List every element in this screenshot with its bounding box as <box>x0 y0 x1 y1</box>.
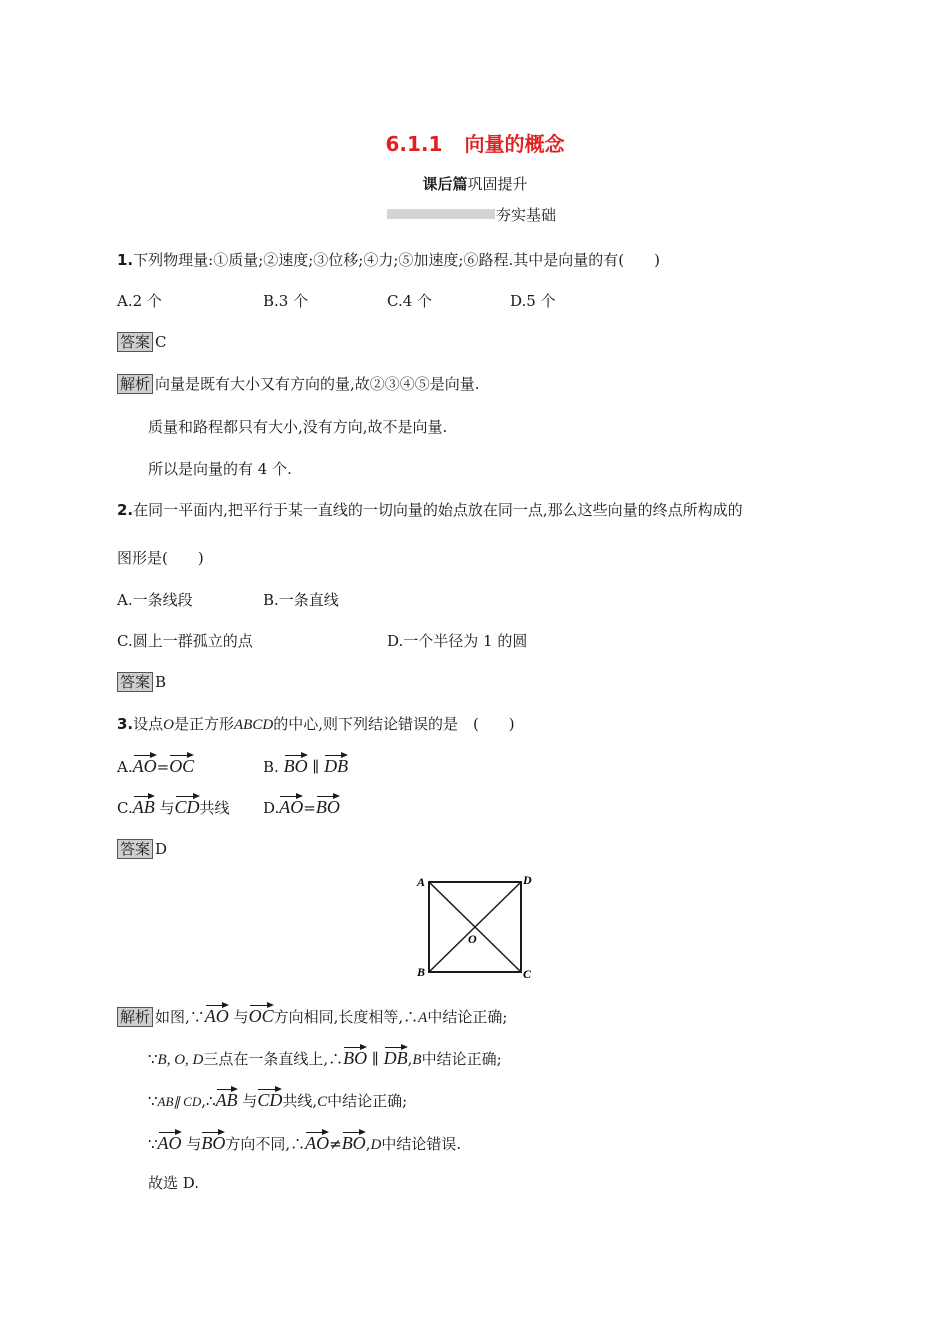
q1-option-b: B.3 个 <box>263 292 309 310</box>
vector-ao: AO <box>158 1130 182 1152</box>
q3-l2-e: 中结论正确; <box>421 1050 502 1068</box>
q3-l3-f: 中结论正确; <box>327 1092 408 1110</box>
vector-db: DB <box>324 753 348 775</box>
subtitle <box>0 174 950 194</box>
q1-option-a: A.2 个 <box>117 292 162 310</box>
q3-option-d <box>263 794 340 818</box>
vector-db: DB <box>384 1045 408 1067</box>
q2-answer <box>117 672 166 692</box>
q3-option-b-prefix: B. <box>263 758 279 776</box>
vertex-label-b: B <box>417 965 426 979</box>
analysis-tag: 解析 <box>117 374 153 394</box>
vertex-label-c: C <box>523 967 532 981</box>
q3-l2-d: B <box>412 1052 422 1068</box>
q3-answer-value: D <box>155 840 168 858</box>
q3-option-c-suffix: 共线 <box>199 799 230 817</box>
q3-l3-d: 共线, <box>282 1092 318 1110</box>
answer-tag: 答案 <box>117 332 153 352</box>
q3-analysis-line-1 <box>117 1003 507 1028</box>
q1-stem <box>117 250 660 270</box>
q3-analysis-line-5: 故选 D. <box>148 1174 200 1192</box>
vertex-label-d: D <box>523 873 532 887</box>
q3-l4-f: 中结论错误. <box>381 1135 462 1153</box>
vector-oc: OC <box>169 753 194 775</box>
q3-l2-a: ∵ <box>148 1050 158 1068</box>
q1-analysis-text-1: 向量是既有大小又有方向的量,故②③④⑤是向量. <box>155 375 480 393</box>
q3-square-abcd: ABCD <box>234 717 274 733</box>
vector-cd: CD <box>257 1087 282 1109</box>
q3-l1-a: 如图,∵ <box>155 1008 205 1026</box>
vector-ao: AO <box>305 1130 329 1152</box>
q3-l1-b: 与 <box>228 1008 249 1026</box>
q3-stem-a: 设点 <box>133 715 164 733</box>
q3-answer <box>117 839 167 859</box>
q2-number: 2. <box>117 501 134 519</box>
q3-stem <box>117 714 515 735</box>
q3-option-c <box>117 794 230 818</box>
section-bar <box>387 209 495 219</box>
q3-l3-c: 与 <box>237 1092 258 1110</box>
q3-l4-op: ≠ <box>329 1135 342 1153</box>
q2-option-c: C.圆上一群孤立的点 <box>117 632 253 650</box>
q3-option-d-op: = <box>303 799 316 817</box>
vector-ab: AB <box>216 1087 238 1109</box>
q3-l2-points: B, O, D <box>157 1052 204 1068</box>
q3-option-c-op: 与 <box>159 799 175 817</box>
q3-l2-op: ∥ <box>367 1050 384 1068</box>
q3-l4-d: , <box>365 1135 371 1153</box>
vector-bo: BO <box>201 1130 225 1152</box>
q3-l4-c: 方向不同,∴ <box>225 1135 306 1153</box>
q2-stem-line-1 <box>117 500 743 520</box>
vector-bo: BO <box>316 794 340 816</box>
q3-l4-e: D <box>370 1137 382 1153</box>
analysis-tag: 解析 <box>117 1007 153 1027</box>
q2-option-a: A.一条线段 <box>117 591 193 609</box>
q3-option-a <box>117 753 194 777</box>
q1-text: 下列物理量:①质量;②速度;③位移;④力;⑤加速度;⑥路程.其中是向量的有( ) <box>133 251 660 269</box>
vector-ab: AB <box>133 794 155 816</box>
subtitle-rest: 巩固提升 <box>467 175 528 193</box>
q3-option-a-op: = <box>156 758 170 776</box>
answer-tag: 答案 <box>117 672 153 692</box>
q2-option-d: D.一个半径为 1 的圆 <box>387 632 528 650</box>
center-label-o: O <box>468 932 477 946</box>
title-text: 向量的概念 <box>464 132 565 156</box>
q3-option-d-prefix: D. <box>263 799 280 817</box>
q3-stem-c: 的中心,则下列结论错误的是 ( ) <box>273 715 515 733</box>
vector-oc: OC <box>249 1003 274 1025</box>
q3-l1-e: 中结论正确; <box>427 1008 508 1026</box>
vector-ao: AO <box>279 794 303 816</box>
vertex-label-a: A <box>417 875 426 889</box>
q3-l4-a: ∵ <box>148 1135 158 1153</box>
q2-option-b: B.一条直线 <box>263 591 339 609</box>
vector-ao: AO <box>133 753 157 775</box>
vector-ao: AO <box>205 1003 229 1025</box>
q1-option-c: C.4 个 <box>387 292 433 310</box>
section-heading: 夯实基础 <box>496 206 557 224</box>
q3-l3-relation: AB∥ CD <box>157 1094 202 1109</box>
square-diagram <box>412 872 538 982</box>
q3-l4-b: 与 <box>181 1135 202 1153</box>
q2-answer-value: B <box>155 673 167 691</box>
q1-analysis-line-1 <box>117 374 480 394</box>
q3-l3-e: C <box>317 1094 328 1110</box>
q3-number: 3. <box>117 715 134 733</box>
q3-point-o: O <box>163 717 174 733</box>
q1-analysis-line-3: 所以是向量的有 4 个. <box>148 460 292 478</box>
title-number: 6.1.1 <box>385 132 443 156</box>
q3-option-b-op: ∥ <box>312 758 320 776</box>
q2-stem-line-2: 图形是( ) <box>117 549 204 567</box>
q3-stem-b: 是正方形 <box>174 715 235 733</box>
vector-cd: CD <box>175 794 200 816</box>
q1-answer <box>117 332 167 352</box>
q3-l3-b: ,∴ <box>201 1092 216 1110</box>
vector-bo: BO <box>342 1130 366 1152</box>
q3-l3-a: ∵ <box>148 1092 158 1110</box>
q1-number: 1. <box>117 251 134 269</box>
q1-option-d: D.5 个 <box>510 292 556 310</box>
q3-l1-c: 方向相同,长度相等,∴ <box>273 1008 419 1026</box>
vector-bo: BO <box>284 753 308 775</box>
q3-option-b <box>263 753 348 777</box>
q1-analysis-line-2: 质量和路程都只有大小,没有方向,故不是向量. <box>148 418 448 436</box>
q2-text-1: 在同一平面内,把平行于某一直线的一切向量的始点放在同一点,那么这些向量的终点所构成的 <box>133 501 743 519</box>
q3-option-a-prefix: A. <box>117 758 133 776</box>
page-title <box>0 131 950 157</box>
vector-bo: BO <box>343 1045 367 1067</box>
q3-analysis-line-3 <box>148 1087 407 1112</box>
q3-analysis-line-2 <box>148 1045 502 1070</box>
q3-analysis-line-4 <box>148 1130 461 1155</box>
q3-l2-c: , <box>407 1050 413 1068</box>
answer-tag: 答案 <box>117 839 153 859</box>
q3-l1-d: A <box>418 1010 428 1026</box>
subtitle-bold: 课后篇 <box>422 175 468 193</box>
q3-l2-b: 三点在一条直线上,∴ <box>203 1050 344 1068</box>
q3-option-c-prefix: C. <box>117 799 133 817</box>
q1-answer-value: C <box>155 333 167 351</box>
